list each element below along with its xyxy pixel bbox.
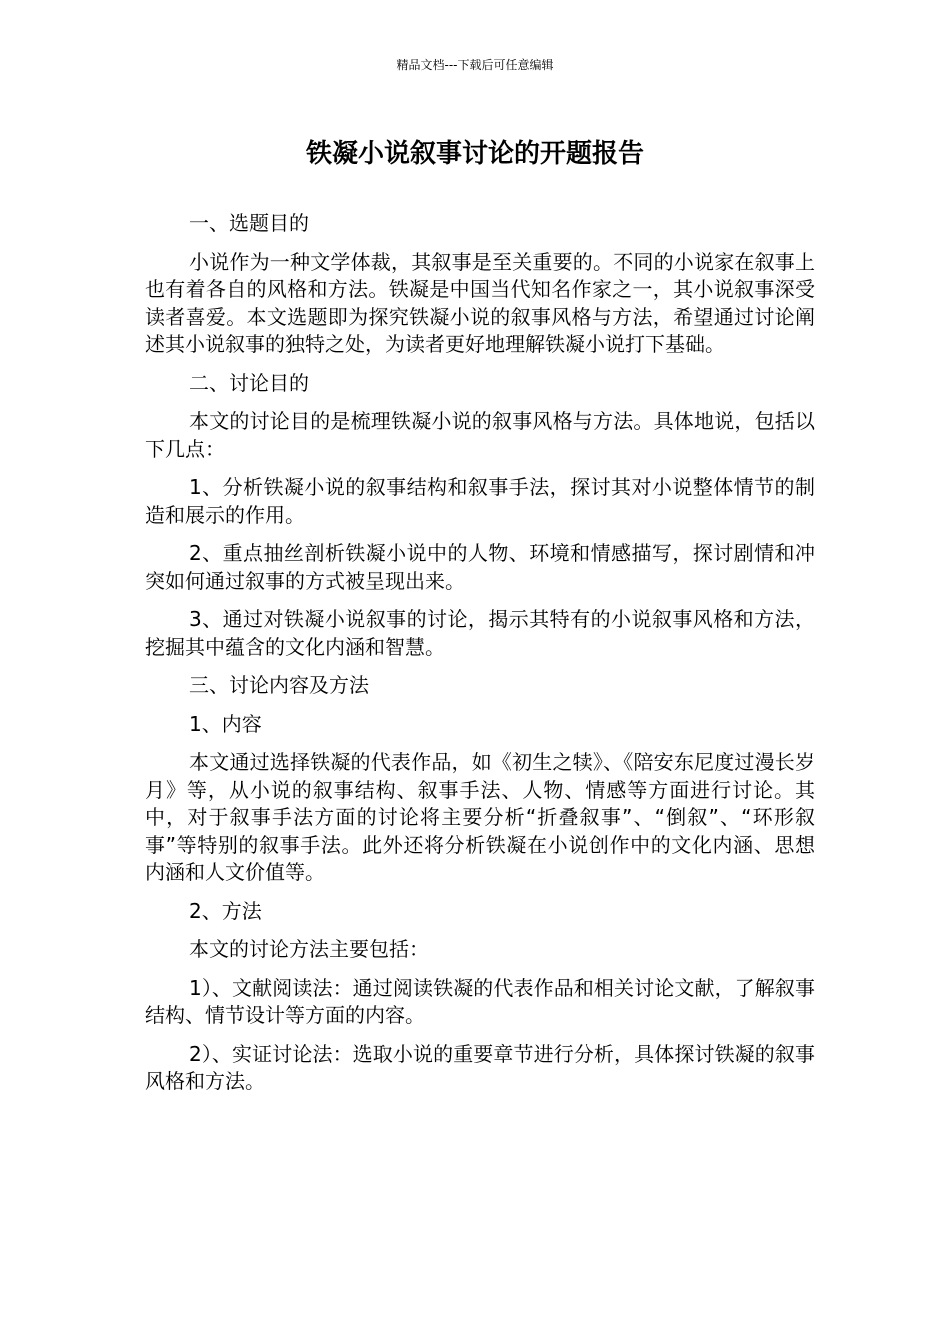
section-heading-content-methods: 三、讨论内容及方法	[189, 673, 369, 697]
paragraph-methods-intro: 本文的讨论方法主要包括：	[189, 937, 429, 961]
subsection-heading-methods: 2、方法	[189, 898, 262, 923]
page-header-note: 精品文档---下载后可任意编辑	[396, 58, 554, 72]
section-heading-purpose: 一、选题目的	[189, 211, 309, 235]
list-item-method-1: 1）、文献阅读法：通过阅读铁凝的代表作品和相关讨论文献，了解叙事结构、情节设计等方面的内容。	[145, 975, 815, 1027]
list-item-goal-2: 2、重点抽丝剖析铁凝小说中的人物、环境和情感描写，探讨剧情和冲突如何通过叙事的方式被呈现出来。	[145, 541, 815, 593]
paragraph-content: 本文通过选择铁凝的代表作品，如《初生之犊》、《陪安东尼度过漫长岁月》等，从小说的叙事结构、叙事手法、人物、情感等方面进行讨论。其中，对于叙事手法方面的讨论将主要分析“折叠叙事”、“倒叙”、“环形叙事”等特别的叙事手法。此外还将分析铁凝在小说创作中的文化内涵、思想内涵和人文价值等。	[145, 750, 815, 884]
document-body	[145, 210, 815, 1107]
paragraph-purpose: 小说作为一种文学体裁，其叙事是至关重要的。不同的小说家在叙事上也有着各自的风格和方法。铁凝是中国当代知名作家之一，其小说叙事深受读者喜爱。本文选题即为探究铁凝小说的叙事风格与方法，希望通过讨论阐述其小说叙事的独特之处，为读者更好地理解铁凝小说打下基础。	[145, 249, 815, 356]
section-heading-goals: 二、讨论目的	[189, 370, 309, 395]
list-item-goal-3: 3、通过对铁凝小说叙事的讨论，揭示其特有的小说叙事风格和方法，挖掘其中蕴含的文化内涵和智慧。	[145, 607, 815, 659]
paragraph-goals-intro: 本文的讨论目的是梳理铁凝小说的叙事风格与方法。具体地说，包括以下几点：	[145, 409, 815, 461]
list-item-method-2: 2）、实证讨论法：选取小说的重要章节进行分析，具体探讨铁凝的叙事风格和方法。	[145, 1041, 815, 1093]
list-item-goal-1: 1、分析铁凝小说的叙事结构和叙事手法，探讨其对小说整体情节的制造和展示的作用。	[145, 475, 815, 527]
subsection-heading-content: 1、内容	[189, 711, 262, 736]
document-title: 铁凝小说叙事讨论的开题报告	[305, 139, 644, 169]
